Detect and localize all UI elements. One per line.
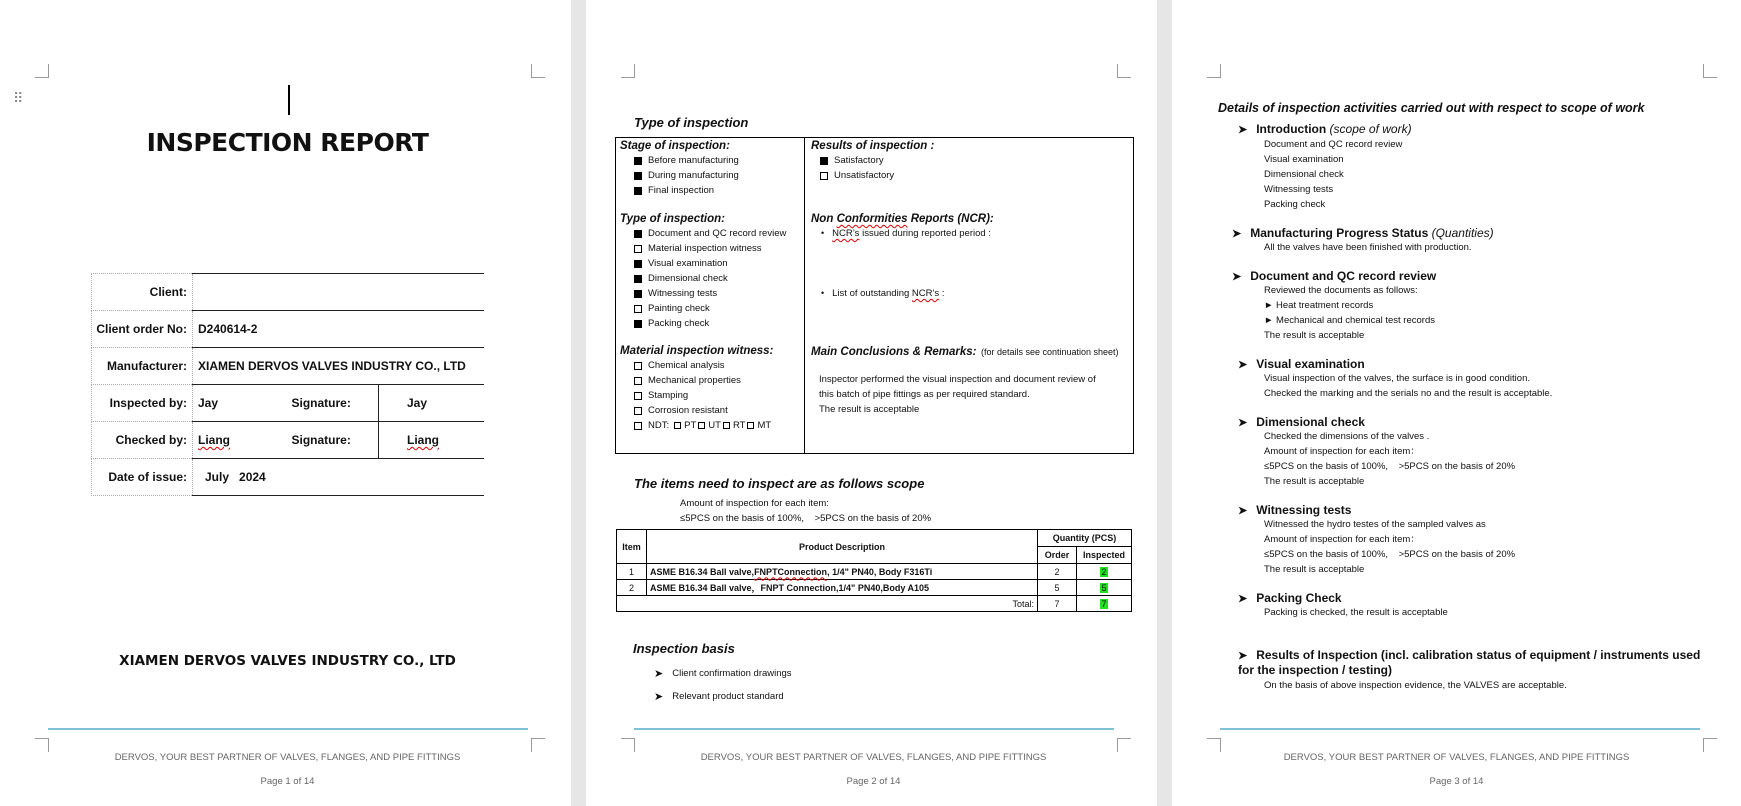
checkbox-empty-icon xyxy=(634,305,642,313)
checkbox-empty-icon[interactable] xyxy=(634,422,642,430)
conclusions-text xyxy=(811,372,1133,417)
conclusions-line: Inspector performed the visual inspection and document review of xyxy=(819,374,1096,385)
results-heading: Results of inspection : xyxy=(811,140,935,152)
arrow-bullet-icon: ➤ xyxy=(654,691,664,703)
material-item-label: Mechanical properties xyxy=(648,375,741,386)
header-order: Order xyxy=(1038,547,1077,564)
desc-part: ASME B16.34 Ball valve，FNPT Connection,1/4" PN40,Body A105 xyxy=(650,583,930,593)
total-label: Total: xyxy=(617,596,1038,612)
checkbox-empty-icon xyxy=(634,392,642,400)
page-1 xyxy=(0,0,571,806)
ncr-heading xyxy=(811,213,1133,225)
items-table xyxy=(616,529,1132,612)
material-item-label: Corrosion resistant xyxy=(648,405,728,416)
checked-value[interactable] xyxy=(193,422,287,459)
basis-item xyxy=(654,667,792,680)
checkbox-empty-icon xyxy=(634,407,642,415)
margin-mark xyxy=(1117,64,1131,78)
checked-signature-label: Signature: xyxy=(287,422,379,459)
table-header-row xyxy=(617,530,1132,547)
table-row xyxy=(92,459,485,496)
results-text: On the basis of above inspection evidence, the VALVES are acceptable. xyxy=(1264,680,1567,691)
ncr-item-text: NCR’s xyxy=(911,288,940,299)
dim-line: ≤5PCS on the basis of 100%, >5PCS on the basis of 20% xyxy=(1264,461,1516,472)
stage-item-label: Before manufacturing xyxy=(648,155,739,166)
page-3 xyxy=(1172,0,1741,806)
footer-slogan: DERVOS, YOUR BEST PARTNER OF VALVES, FLANGES, AND PIPE FITTINGS xyxy=(700,752,1047,763)
doc-body xyxy=(1238,283,1552,343)
results-item[interactable] xyxy=(811,168,1133,183)
results-heading-text: Results of Inspection (incl. calibration status of equipment / instruments used xyxy=(1256,648,1701,662)
ncr-item-text: List of outstanding xyxy=(832,288,910,299)
progress-note: (Quantities) xyxy=(1431,226,1494,240)
margin-mark xyxy=(35,738,49,752)
arrow-bullet-icon: ➤ xyxy=(1238,123,1248,136)
progress-body xyxy=(1238,240,1552,255)
cell-inspected xyxy=(1077,580,1132,596)
type-item-label: Packing check xyxy=(648,318,710,329)
arrow-bullet-icon: ➤ xyxy=(654,668,664,680)
ndt-row xyxy=(620,418,802,433)
cell-order: 5 xyxy=(1038,580,1077,596)
pack-body xyxy=(1238,605,1552,620)
wit-heading-text: Witnessing tests xyxy=(1256,503,1352,517)
intro-heading-text: Introduction xyxy=(1256,122,1327,136)
inspected-value: 2 xyxy=(1101,566,1107,577)
checkbox-checked-icon xyxy=(820,157,828,165)
type-item-label: Material inspection witness xyxy=(648,243,762,254)
type-item[interactable] xyxy=(620,301,802,316)
total-inspected xyxy=(1077,596,1132,612)
bullet-icon: • xyxy=(821,228,825,238)
text-cursor xyxy=(288,85,290,115)
dim-heading-text: Dimensional check xyxy=(1256,415,1365,429)
material-item[interactable] xyxy=(620,358,802,373)
type-item-label: Document and QC record review xyxy=(648,228,787,239)
checkbox-empty-icon xyxy=(820,172,828,180)
intro-item: Visual examination xyxy=(1264,154,1344,165)
material-list xyxy=(620,358,802,433)
margin-mark xyxy=(1207,738,1221,752)
pack-text: Packing is checked, the result is acceptable xyxy=(1264,607,1448,618)
margin-mark xyxy=(1117,738,1131,752)
client-label: Client: xyxy=(92,274,193,311)
ncr-item-text: issued during reported period : xyxy=(862,228,991,239)
material-item[interactable] xyxy=(620,388,802,403)
pack-heading-text: Packing Check xyxy=(1256,591,1342,605)
footer-slogan: DERVOS, YOUR BEST PARTNER OF VALVES, FLANGES, AND PIPE FITTINGS xyxy=(114,752,461,763)
checkbox-empty-icon xyxy=(634,362,642,370)
intro-list xyxy=(1238,137,1552,212)
drag-handle-icon[interactable]: ⠿ xyxy=(13,90,22,106)
arrow-bullet-icon: ➤ xyxy=(1232,270,1242,283)
table-row xyxy=(92,311,485,348)
type-item[interactable] xyxy=(620,271,802,286)
doc-line: The result is acceptable xyxy=(1264,330,1365,341)
doc-line: Reviewed the documents as follows: xyxy=(1264,285,1418,296)
stage-item[interactable] xyxy=(620,153,802,168)
doc-line: ► Heat treatment records xyxy=(1264,300,1374,311)
header-quantity: Quantity (PCS) xyxy=(1038,530,1132,547)
checkbox-checked-icon xyxy=(634,187,642,195)
type-item-label: Dimensional check xyxy=(648,273,728,284)
amount-line: Amount of inspection for each item: xyxy=(680,498,829,509)
checkbox-checked-icon xyxy=(634,320,642,328)
dim-line: Checked the dimensions of the valves . xyxy=(1264,431,1430,442)
margin-mark xyxy=(621,64,635,78)
type-item[interactable] xyxy=(620,256,802,271)
type-item[interactable] xyxy=(620,241,802,256)
type-heading: Type of inspection: xyxy=(620,213,725,225)
visual-body xyxy=(1238,371,1552,401)
details-title: Details of inspection activities carried out with respect to scope of work xyxy=(1218,101,1645,115)
wit-body xyxy=(1238,517,1552,577)
ncr-item xyxy=(811,226,1133,241)
box-divider xyxy=(804,138,805,453)
stage-item-label: During manufacturing xyxy=(648,170,739,181)
stage-item[interactable] xyxy=(620,183,802,198)
visual-heading-text: Visual examination xyxy=(1256,357,1365,371)
amount-rule: ≤5PCS on the basis of 100%, >5PCS on the basis of 20% xyxy=(680,513,932,524)
wit-line: ≤5PCS on the basis of 100%, >5PCS on the basis of 20% xyxy=(1264,549,1516,560)
cell-description xyxy=(647,564,1038,580)
ncr-item-text: NCR’s xyxy=(832,228,860,239)
checkbox-checked-icon xyxy=(634,230,642,238)
conclusions-note: (for details see continuation sheet) xyxy=(980,347,1119,357)
conclusions-line: The result is acceptable xyxy=(819,404,920,415)
visual-line: Visual inspection of the valves, the surface is in good condition. xyxy=(1264,373,1530,384)
results-item-label: Satisfactory xyxy=(834,155,884,166)
intro-item: Dimensional check xyxy=(1264,169,1344,180)
bullet-icon: • xyxy=(821,288,825,298)
table-row xyxy=(92,385,485,422)
margin-mark xyxy=(35,64,49,78)
manufacturer-label: Manufacturer: xyxy=(92,348,193,385)
desc-part: FNPTConnection xyxy=(754,566,828,577)
dim-line: Amount of inspection for each item： xyxy=(1264,446,1420,457)
right-column xyxy=(811,140,1133,417)
checkbox-checked-icon xyxy=(634,260,642,268)
cell-item: 1 xyxy=(617,564,647,580)
results-heading xyxy=(1238,648,1700,662)
inspection-summary-box xyxy=(615,137,1134,454)
checkbox-empty-icon[interactable] xyxy=(698,422,705,429)
results-block xyxy=(1238,648,1700,662)
inspected-signature-value[interactable]: Jay xyxy=(379,385,485,422)
wit-line: The result is acceptable xyxy=(1264,564,1365,575)
order-label: Client order No: xyxy=(92,311,193,348)
conclusions-heading: Main Conclusions & Remarks: xyxy=(811,346,977,358)
ncr-item-text: : xyxy=(941,288,945,299)
wit-line: Amount of inspection for each item： xyxy=(1264,534,1420,545)
ncr-item xyxy=(811,286,1133,301)
margin-mark xyxy=(621,738,635,752)
material-item[interactable] xyxy=(620,403,802,418)
manufacturer-value[interactable]: XIAMEN DERVOS VALVES INDUSTRY CO., LTD xyxy=(193,348,485,385)
table-row xyxy=(92,274,485,311)
type-of-inspection-title: Type of inspection xyxy=(634,115,749,130)
progress-heading-text: Manufacturing Progress Status xyxy=(1250,226,1429,240)
left-column xyxy=(620,140,802,433)
margin-mark xyxy=(1207,64,1221,78)
inspected-signature-label: Signature: xyxy=(287,385,379,422)
margin-mark xyxy=(1703,738,1717,752)
footer-slogan: DERVOS, YOUR BEST PARTNER OF VALVES, FLANGES, AND PIPE FITTINGS xyxy=(1283,752,1630,763)
checkbox-checked-icon xyxy=(634,157,642,165)
header-item: Item xyxy=(617,530,647,564)
visual-heading xyxy=(1238,357,1552,371)
report-info-table xyxy=(91,273,484,496)
order-value[interactable]: D240614-2 xyxy=(193,311,485,348)
basis-item-text: Client confirmation drawings xyxy=(672,668,792,679)
total-order: 7 xyxy=(1038,596,1077,612)
arrow-bullet-icon: ➤ xyxy=(1238,416,1248,429)
checkbox-empty-icon[interactable] xyxy=(674,422,681,429)
ncr-heading-part: Reports (NCR): xyxy=(910,213,994,225)
intro-item: Document and QC record review xyxy=(1264,139,1403,150)
checked-label: Checked by: xyxy=(92,422,193,459)
type-item-label: Witnessing tests xyxy=(648,288,718,299)
dim-heading xyxy=(1238,415,1552,429)
footer-line xyxy=(634,728,1114,730)
desc-part: ASME B16.34 Ball valve, xyxy=(650,566,755,577)
arrow-bullet-icon: ➤ xyxy=(1238,504,1248,517)
inspected-value[interactable]: Jay xyxy=(193,385,287,422)
intro-item: Packing check xyxy=(1264,199,1326,210)
wit-heading xyxy=(1238,503,1552,517)
inspected-value: 5 xyxy=(1101,582,1107,593)
material-heading: Material inspection witness: xyxy=(620,345,774,357)
cell-inspected xyxy=(1077,564,1132,580)
report-title: INSPECTION REPORT xyxy=(146,128,429,157)
checkbox-empty-icon xyxy=(634,245,642,253)
progress-text: All the valves have been finished with production. xyxy=(1264,242,1472,253)
intro-item: Witnessing tests xyxy=(1264,184,1334,195)
doc-line: ► Mechanical and chemical test records xyxy=(1264,315,1435,326)
material-item-label: Chemical analysis xyxy=(648,360,725,371)
arrow-bullet-icon: ➤ xyxy=(1238,358,1248,371)
header-description: Product Description xyxy=(647,530,1038,564)
intro-note: (scope of work) xyxy=(1329,122,1412,136)
header-inspected: Inspected xyxy=(1077,547,1132,564)
visual-line: Checked the marking and the serials no and the result is acceptable. xyxy=(1264,388,1553,399)
details-body xyxy=(1232,122,1553,620)
stage-list xyxy=(620,153,802,198)
results-heading-cont: for the inspection / testing) xyxy=(1238,663,1393,677)
checked-value-text: Liang xyxy=(198,433,230,447)
type-list xyxy=(620,226,802,331)
cell-order: 2 xyxy=(1038,564,1077,580)
footer-line xyxy=(48,728,528,730)
stage-item-label: Final inspection xyxy=(648,185,715,196)
type-item-label: Painting check xyxy=(648,303,710,314)
progress-heading xyxy=(1232,226,1552,240)
table-total-row xyxy=(617,596,1132,612)
arrow-bullet-icon: ➤ xyxy=(1238,592,1248,605)
table-row xyxy=(617,580,1132,596)
table-row xyxy=(92,348,485,385)
items-title: The items need to inspect are as follows scope xyxy=(634,476,925,491)
results-list xyxy=(811,153,1133,183)
basis-item xyxy=(654,690,784,703)
wit-line: Witnessed the hydro testes of the sampled valves as xyxy=(1264,519,1486,530)
date-label: Date of issue: xyxy=(92,459,193,496)
desc-part: , 1/4" PN40, Body F316Ti xyxy=(827,566,933,577)
dim-line: The result is acceptable xyxy=(1264,476,1365,487)
page-number: Page 1 of 14 xyxy=(260,776,315,787)
checkbox-checked-icon xyxy=(634,290,642,298)
doc-heading-text: Document and QC record review xyxy=(1250,269,1437,283)
checked-signature-text: Liang xyxy=(407,433,439,447)
conclusions-line: this batch of pipe fittings as per required standard. xyxy=(819,389,1030,400)
conclusions-heading-row xyxy=(811,342,1133,360)
ndt-option-ut: UT xyxy=(708,420,721,431)
checked-signature-value[interactable] xyxy=(379,422,485,459)
material-item[interactable] xyxy=(620,373,802,388)
date-value[interactable]: July 2024 xyxy=(193,459,485,496)
total-inspected-value: 7 xyxy=(1101,598,1107,609)
checkbox-empty-icon xyxy=(634,377,642,385)
inspected-label: Inspected by: xyxy=(92,385,193,422)
checkbox-empty-icon[interactable] xyxy=(723,422,730,429)
page-number: Page 3 of 14 xyxy=(1429,776,1484,787)
intro-heading xyxy=(1238,122,1552,136)
type-item[interactable] xyxy=(620,316,802,331)
cell-description xyxy=(647,580,1038,596)
page-number: Page 2 of 14 xyxy=(846,776,901,787)
ndt-label: NDT: xyxy=(648,420,670,431)
type-item-label: Visual examination xyxy=(648,258,728,269)
material-item-label: Stamping xyxy=(648,390,689,401)
margin-mark xyxy=(531,64,545,78)
results-item-label: Unsatisfactory xyxy=(834,170,895,181)
type-item[interactable] xyxy=(620,226,802,241)
page-2 xyxy=(586,0,1157,806)
company-name: XIAMEN DERVOS VALVES INDUSTRY CO., LTD xyxy=(119,653,456,669)
checkbox-checked-icon xyxy=(634,172,642,180)
ndt-option-rt: RT xyxy=(732,420,746,431)
arrow-bullet-icon: ➤ xyxy=(1238,649,1248,662)
results-item[interactable] xyxy=(811,153,1133,168)
client-value[interactable] xyxy=(193,274,485,311)
stage-item[interactable] xyxy=(620,168,802,183)
cell-item: 2 xyxy=(617,580,647,596)
margin-mark xyxy=(531,738,545,752)
basis-title: Inspection basis xyxy=(633,641,735,656)
ndt-option-mt: MT xyxy=(757,420,772,431)
ncr-heading-part: Non xyxy=(811,213,834,225)
dim-body xyxy=(1238,429,1552,489)
stage-heading: Stage of inspection: xyxy=(620,140,730,152)
pack-heading xyxy=(1238,591,1552,605)
arrow-bullet-icon: ➤ xyxy=(1232,227,1242,240)
table-row xyxy=(92,422,485,459)
type-item[interactable] xyxy=(620,286,802,301)
checkbox-checked-icon xyxy=(634,275,642,283)
basis-item-text: Relevant product standard xyxy=(672,691,784,702)
margin-mark xyxy=(1703,64,1717,78)
table-row xyxy=(617,564,1132,580)
footer-line xyxy=(1220,728,1700,730)
checkbox-empty-icon[interactable] xyxy=(747,422,754,429)
ndt-option-pt: PT xyxy=(684,420,697,431)
doc-heading xyxy=(1232,269,1552,283)
ncr-heading-part: Conformities xyxy=(836,213,908,225)
